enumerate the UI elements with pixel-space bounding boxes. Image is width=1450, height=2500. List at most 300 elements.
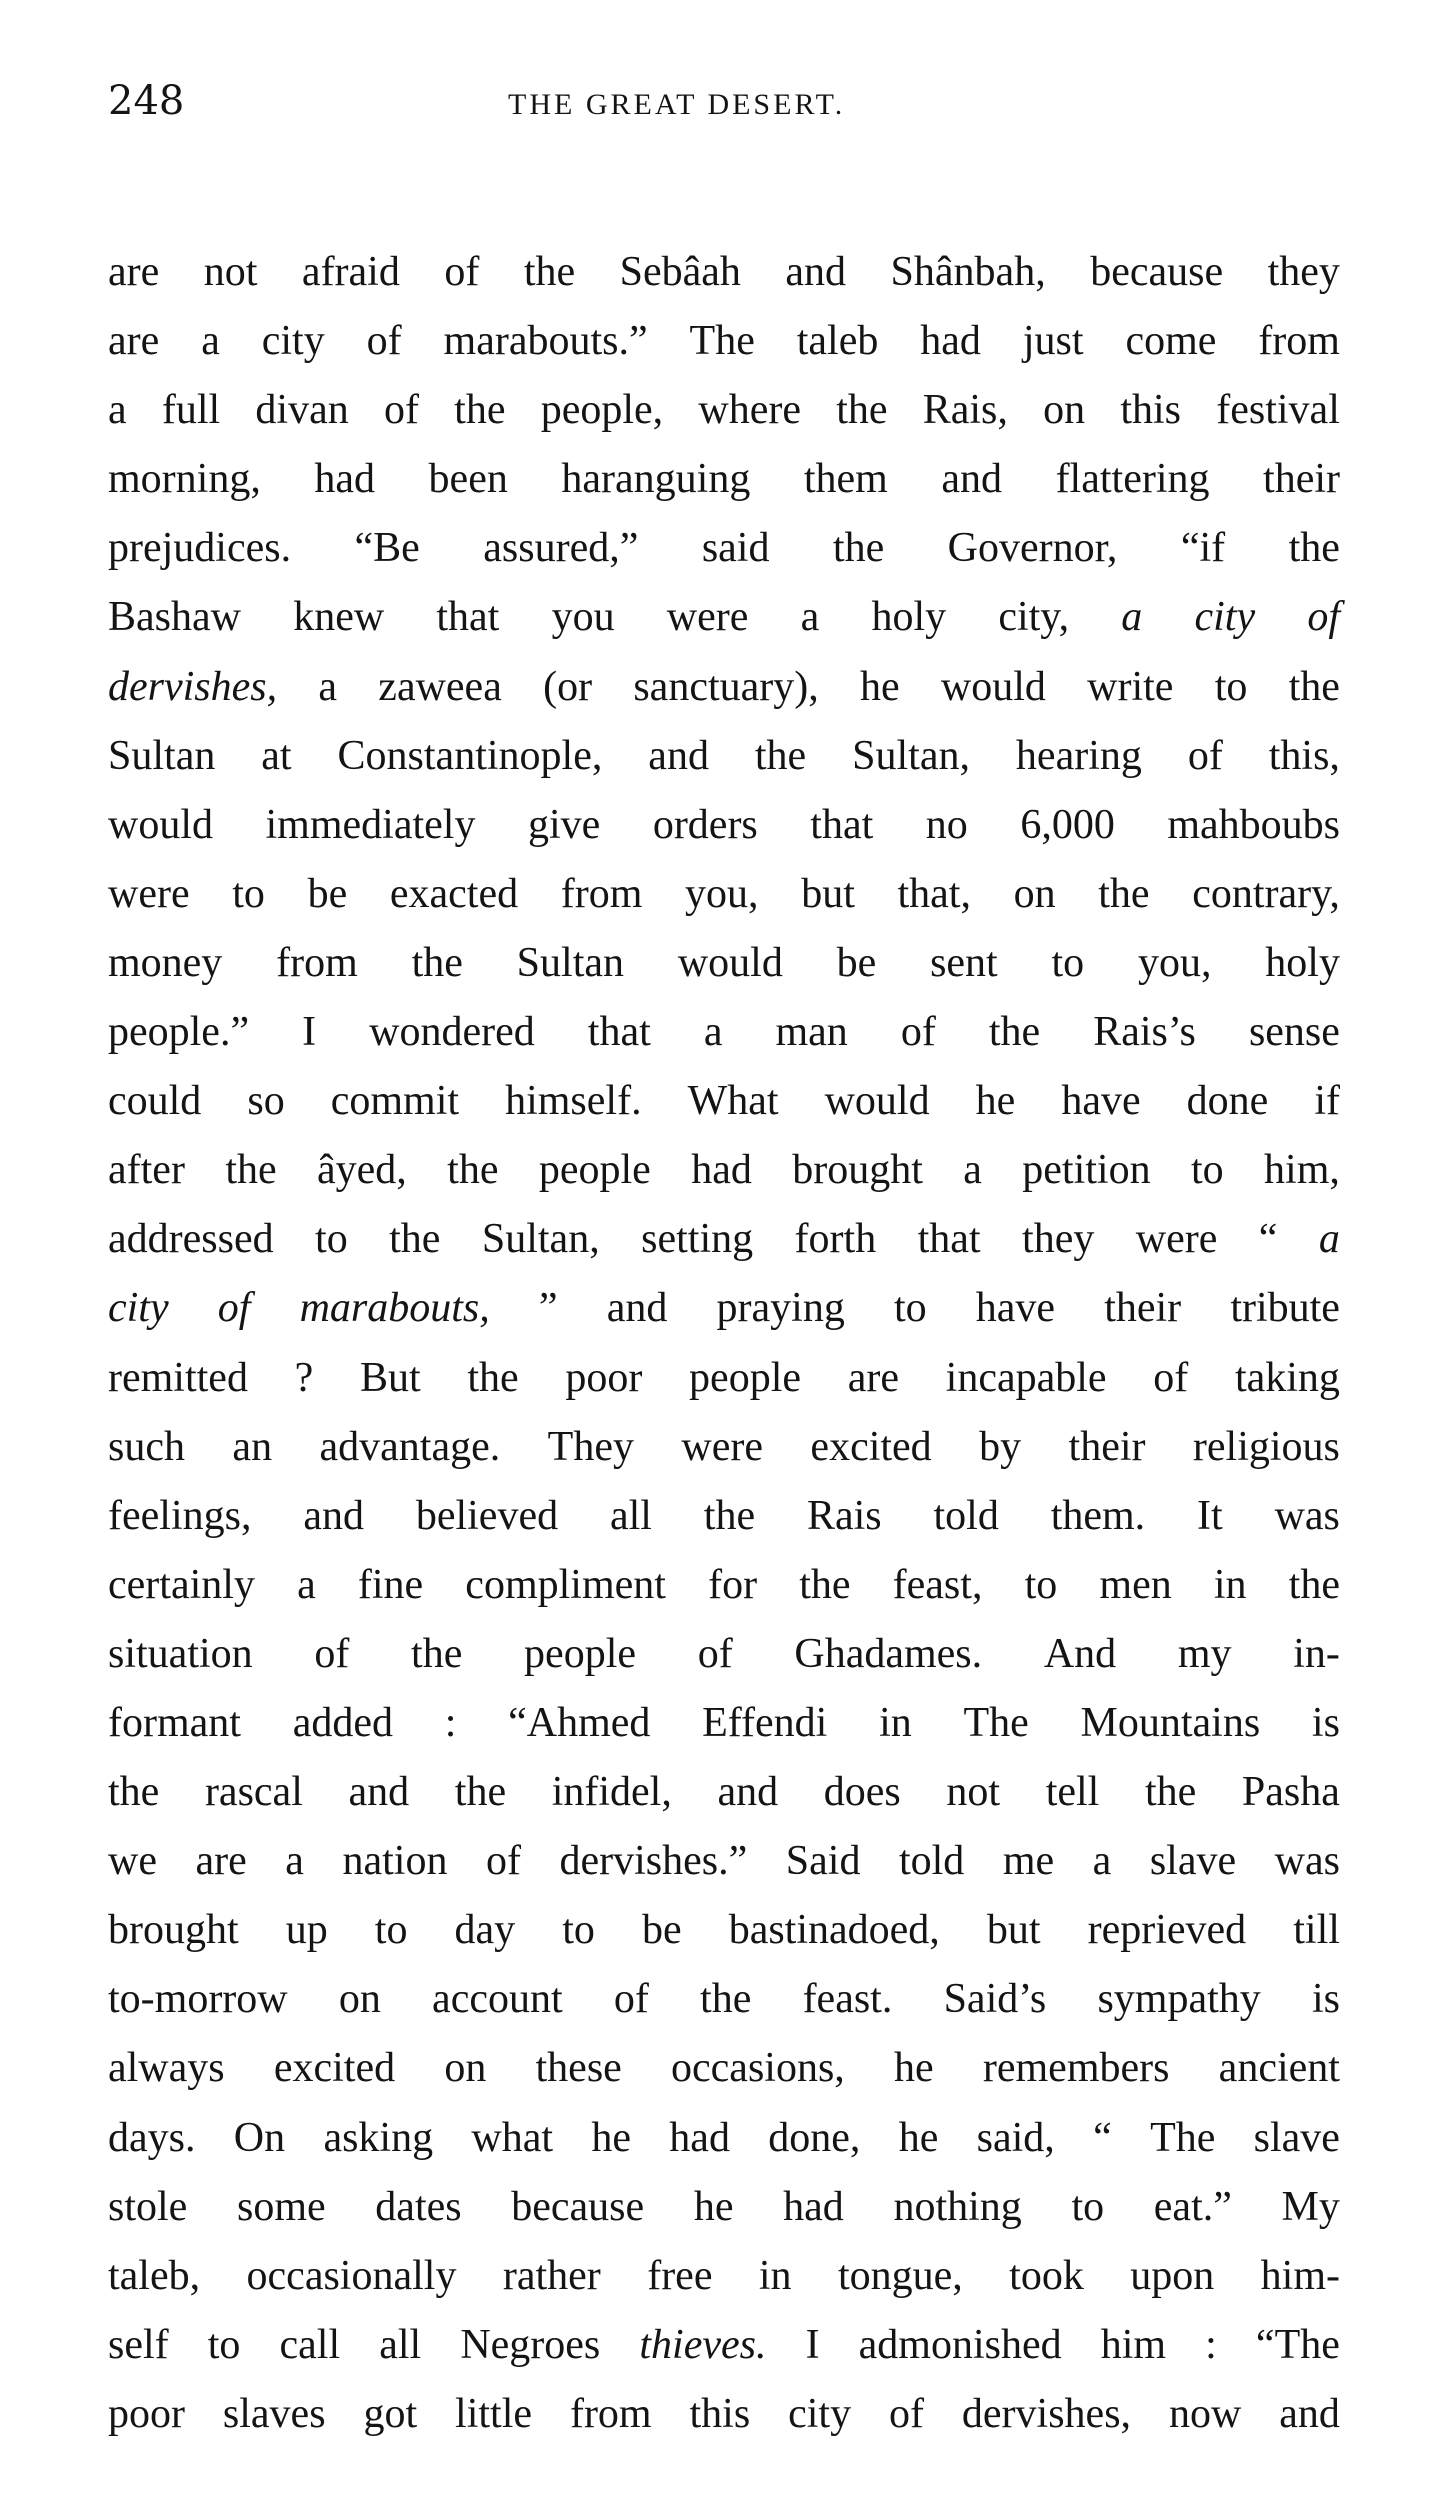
word: would — [940, 663, 1046, 710]
word: upon — [1130, 2252, 1215, 2299]
text-line — [108, 1274, 1340, 1343]
text-line — [108, 998, 1340, 1067]
word: advantage. — [319, 1423, 501, 1470]
word: of — [314, 1630, 350, 1677]
word: such — [108, 1423, 185, 1470]
word: but — [801, 870, 855, 917]
word: of — [217, 1285, 251, 1332]
word: done — [1186, 1078, 1269, 1125]
word: him — [1100, 2321, 1167, 2368]
text-line — [108, 1205, 1340, 1274]
word: Sultan, — [852, 732, 970, 779]
word: sent — [930, 939, 998, 986]
word: 6,000 — [1020, 801, 1115, 848]
word: a — [285, 1838, 304, 1885]
word: a — [201, 318, 220, 365]
word: dervishes.” — [559, 1838, 748, 1885]
word: setting — [641, 1216, 754, 1263]
word: nothing — [893, 2183, 1022, 2230]
text-line — [108, 860, 1340, 929]
word: I — [805, 2321, 820, 2368]
word: to — [1214, 663, 1248, 710]
word: The — [1150, 2114, 1216, 2161]
text-line — [108, 722, 1340, 791]
word: the — [454, 1769, 507, 1816]
word: divan — [255, 387, 349, 434]
word: tongue, — [837, 2252, 963, 2299]
word: occasions, — [671, 2045, 845, 2092]
word: “if — [1180, 525, 1226, 572]
word: assured,” — [483, 525, 639, 572]
word: the — [832, 525, 885, 572]
word: just — [1022, 318, 1084, 365]
word: ancient — [1218, 2045, 1340, 2092]
word: are — [108, 318, 160, 365]
word: are — [195, 1838, 247, 1885]
word: from — [560, 870, 643, 917]
page-header — [108, 70, 1340, 140]
word: and — [785, 249, 847, 295]
word: free — [647, 2252, 713, 2299]
word: of — [697, 1630, 733, 1677]
word: self — [108, 2321, 169, 2368]
word: situation — [108, 1630, 253, 1677]
word: told — [898, 1838, 965, 1885]
word: had — [669, 2114, 730, 2161]
word: of — [1153, 1354, 1189, 1401]
word: Negroes — [460, 2321, 601, 2368]
word: in- — [1293, 1630, 1340, 1677]
word: the — [1288, 525, 1340, 572]
text-line — [108, 1413, 1340, 1482]
word: are — [847, 1354, 899, 1401]
word: in — [758, 2252, 792, 2299]
word: this — [689, 2390, 751, 2437]
word: the — [467, 1354, 519, 1401]
text-line — [108, 1482, 1340, 1551]
word: fine — [357, 1561, 424, 1608]
word: sanctuary), — [633, 663, 819, 710]
word: that — [587, 1009, 651, 1056]
word: tribute — [1230, 1285, 1340, 1332]
word: excited — [273, 2045, 396, 2092]
word: in — [879, 1699, 912, 1746]
word: and — [606, 1285, 668, 1332]
word: of — [485, 1838, 521, 1885]
word: on — [444, 2045, 487, 2092]
word: them — [803, 456, 888, 503]
word: their — [1263, 456, 1340, 503]
word: the — [1288, 663, 1340, 710]
word: petition — [1022, 1147, 1151, 1194]
word: Constantinople, — [337, 732, 603, 779]
word: to — [232, 870, 265, 917]
word: Said — [785, 1838, 861, 1885]
word: Sultan — [516, 939, 625, 986]
text-line — [108, 445, 1340, 514]
word: dates — [375, 2183, 462, 2230]
word: I — [302, 1009, 317, 1056]
word: of — [613, 1976, 649, 2023]
word: and — [303, 1492, 364, 1539]
word: afraid — [301, 249, 400, 295]
word: days. — [108, 2114, 196, 2161]
book-page — [108, 70, 1340, 2449]
text-line — [108, 1827, 1340, 1896]
word: Governor, — [947, 525, 1118, 572]
word: would — [824, 1078, 930, 1125]
word: asking — [323, 2114, 434, 2161]
word: on — [338, 1976, 381, 2023]
word: took — [1009, 2252, 1084, 2299]
word: the — [1144, 1769, 1197, 1816]
word: addressed — [108, 1216, 274, 1263]
word: Sultan, — [481, 1216, 600, 1263]
word: “The — [1255, 2321, 1340, 2368]
word: It — [1197, 1492, 1223, 1539]
word: you — [551, 594, 615, 641]
word: had — [783, 2183, 844, 2230]
word: remembers — [982, 2045, 1170, 2092]
page-number: 248 — [108, 78, 185, 124]
word: where — [698, 387, 801, 434]
word: to — [1024, 1561, 1058, 1608]
word: mahboubs — [1167, 801, 1340, 848]
word: some — [236, 2183, 326, 2230]
word: prejudices. — [108, 525, 292, 572]
word: rascal — [204, 1769, 303, 1816]
word: was — [1274, 1838, 1340, 1885]
word: that — [917, 1216, 981, 1263]
word: a — [703, 1009, 723, 1056]
word: orders — [652, 801, 758, 848]
word: him- — [1260, 2252, 1340, 2299]
word: always — [108, 2045, 225, 2092]
word: is — [1311, 1976, 1340, 2023]
word: holy — [1265, 939, 1340, 986]
text-line — [108, 2173, 1340, 2242]
word: in — [1213, 1561, 1247, 1608]
word: write — [1087, 663, 1174, 710]
text-line — [108, 2242, 1340, 2311]
word: occasionally — [246, 2252, 457, 2299]
word: on — [1043, 387, 1086, 434]
body-text — [108, 238, 1340, 2449]
word: from — [569, 2390, 652, 2437]
word: people.” — [108, 1009, 250, 1056]
word: morning, — [108, 456, 261, 503]
word: nation — [342, 1838, 448, 1885]
word: this — [1120, 387, 1182, 434]
word: money — [108, 939, 223, 986]
word: to — [1190, 1147, 1224, 1194]
word: to — [374, 1907, 408, 1954]
word: immediately — [265, 801, 476, 848]
word: a — [1121, 594, 1143, 641]
word: does — [823, 1769, 901, 1816]
word: But — [359, 1354, 421, 1401]
word: would — [108, 801, 213, 848]
word: an — [232, 1423, 273, 1470]
word: What — [687, 1078, 779, 1125]
word: Ghadames. — [794, 1630, 983, 1677]
word: And — [1043, 1630, 1117, 1677]
word: and — [1279, 2390, 1340, 2437]
word: Shânbah, — [890, 249, 1046, 295]
text-line — [108, 2104, 1340, 2173]
word: Bashaw — [108, 594, 241, 641]
word: a — [1092, 1838, 1112, 1885]
word: Rais — [806, 1492, 882, 1539]
word: slave — [1149, 1838, 1237, 1885]
word: the — [988, 1009, 1041, 1056]
word: my — [1177, 1630, 1232, 1677]
word: that — [436, 594, 500, 641]
text-line — [108, 307, 1340, 376]
word: people, — [540, 387, 664, 434]
word: Mountains — [1080, 1699, 1261, 1746]
word: were — [666, 594, 749, 641]
word: and — [348, 1769, 410, 1816]
word: a — [108, 387, 127, 434]
text-line — [108, 653, 1340, 722]
word: was — [1274, 1492, 1340, 1539]
word: at — [261, 732, 292, 779]
word: the — [225, 1147, 277, 1194]
word: for — [708, 1561, 758, 1608]
word: if — [1314, 1078, 1340, 1125]
word: flattering — [1055, 456, 1210, 503]
word: you, — [685, 870, 759, 917]
word: added — [292, 1699, 393, 1746]
word: slaves — [222, 2390, 326, 2437]
word: he — [591, 2114, 631, 2161]
word: bastinadoed, — [728, 1907, 940, 1954]
word: because — [511, 2183, 645, 2230]
word: feelings, — [108, 1492, 252, 1539]
word: eat.” — [1153, 2183, 1232, 2230]
word: had — [920, 318, 981, 365]
word: were — [108, 870, 190, 917]
word: are — [108, 249, 160, 295]
word: formant — [108, 1699, 241, 1746]
word: from — [276, 939, 358, 986]
word: the — [389, 1216, 441, 1263]
word: My — [1281, 2183, 1340, 2230]
word: “Ahmed — [508, 1699, 651, 1746]
word: said — [701, 525, 770, 572]
word: stole — [108, 2183, 188, 2230]
word: be — [641, 1907, 682, 1954]
word: their — [1104, 1285, 1182, 1332]
word: ” — [538, 1285, 558, 1332]
word: the — [754, 732, 807, 779]
word: marabouts, — [299, 1285, 490, 1332]
word: of — [444, 249, 480, 295]
word: sympathy — [1097, 1976, 1261, 2023]
word: zaweea — [378, 663, 502, 710]
text-line — [108, 1344, 1340, 1413]
word: They — [547, 1423, 634, 1470]
text-line — [108, 583, 1340, 652]
word: what — [471, 2114, 554, 2161]
word: be — [836, 939, 877, 986]
word: city — [108, 1285, 169, 1332]
word: to — [207, 2321, 241, 2368]
word: people — [538, 1147, 651, 1194]
word: done, — [768, 2114, 861, 2161]
word: these — [535, 2045, 622, 2092]
word: “ — [1258, 1216, 1278, 1263]
word: knew — [293, 594, 385, 641]
word: were — [1135, 1216, 1218, 1263]
word: you, — [1137, 939, 1212, 986]
word: Rais’s — [1093, 1009, 1196, 1056]
word: contrary, — [1192, 870, 1340, 917]
word: taleb, — [108, 2252, 201, 2299]
word: be — [307, 870, 348, 917]
text-line — [108, 1965, 1340, 2034]
word: marabouts.” — [443, 318, 648, 365]
word: full — [161, 387, 221, 434]
word: the — [836, 387, 888, 434]
word: and — [941, 456, 1003, 503]
word: to — [893, 1285, 927, 1332]
word: feast, — [892, 1561, 983, 1608]
text-line — [108, 238, 1340, 307]
word: that — [810, 801, 874, 848]
word: infidel, — [551, 1769, 672, 1816]
word: a — [318, 663, 338, 710]
word: not — [203, 249, 258, 295]
word: believed — [415, 1492, 559, 1539]
word: Said’s — [943, 1976, 1047, 2023]
word: a — [963, 1147, 982, 1194]
word: “ — [1093, 2114, 1112, 2161]
word: compliment — [465, 1561, 666, 1608]
word: and — [717, 1769, 779, 1816]
text-line — [108, 2380, 1340, 2449]
word: by — [979, 1423, 1022, 1470]
word: commit — [330, 1078, 460, 1125]
word: said, — [976, 2114, 1055, 2161]
word: they — [1267, 249, 1340, 295]
word: haranguing — [561, 456, 751, 503]
word: The — [963, 1699, 1029, 1746]
word: exacted — [389, 870, 519, 917]
word: the — [1288, 1561, 1340, 1608]
word: taking — [1234, 1354, 1340, 1401]
word: this, — [1268, 732, 1340, 779]
word: remitted — [108, 1354, 248, 1401]
word: that, — [897, 870, 971, 917]
word: city, — [998, 594, 1070, 641]
word: excited — [810, 1423, 932, 1470]
word: himself. — [505, 1078, 642, 1125]
word: to-morrow — [108, 1976, 288, 2023]
word: admonished — [858, 2321, 1062, 2368]
word: Effendi — [702, 1699, 828, 1746]
text-line — [108, 1067, 1340, 1136]
word: have — [1061, 1078, 1141, 1125]
word: told — [933, 1492, 999, 1539]
word: he — [860, 663, 900, 710]
word: city — [788, 2390, 852, 2437]
running-head: THE GREAT DESERT. — [508, 88, 846, 121]
text-line — [108, 376, 1340, 445]
word: (or — [543, 663, 593, 710]
word: on — [1013, 870, 1056, 917]
word: the — [447, 1147, 499, 1194]
word: rather — [502, 2252, 601, 2299]
word: because — [1090, 249, 1224, 295]
word: he — [898, 2114, 939, 2161]
text-line — [108, 2034, 1340, 2103]
word: of — [900, 1009, 936, 1056]
word: after — [108, 1147, 185, 1194]
word: had — [314, 456, 376, 503]
word: sense — [1248, 1009, 1340, 1056]
word: all — [379, 2321, 422, 2368]
word: Sebâah — [619, 249, 741, 295]
word: all — [609, 1492, 652, 1539]
word: Sultan — [108, 732, 216, 779]
word: up — [285, 1907, 328, 1954]
text-line — [108, 1136, 1340, 1205]
word: to — [1051, 939, 1085, 986]
word: call — [279, 2321, 341, 2368]
word: got — [363, 2390, 418, 2437]
word: the — [523, 249, 576, 295]
word: we — [108, 1838, 157, 1885]
word: of — [383, 387, 419, 434]
word: ? — [294, 1354, 314, 1401]
word: the — [108, 1769, 160, 1816]
word: dervishes, — [961, 2390, 1132, 2437]
word: but — [986, 1907, 1041, 1954]
word: of — [1307, 594, 1340, 641]
word: wondered — [369, 1009, 535, 1056]
word: religious — [1192, 1423, 1340, 1470]
word: the — [411, 1630, 463, 1677]
word: day — [454, 1907, 516, 1954]
word: man — [775, 1009, 848, 1056]
word: account — [432, 1976, 563, 2023]
word: they — [1022, 1216, 1095, 1263]
word: a — [1318, 1216, 1340, 1263]
word: not — [946, 1769, 1001, 1816]
word: the — [799, 1561, 851, 1608]
word: city — [261, 318, 325, 365]
text-line — [108, 1620, 1340, 1689]
word: him, — [1264, 1147, 1340, 1194]
word: he — [693, 2183, 734, 2230]
word: reprieved — [1087, 1907, 1247, 1954]
word: come — [1125, 318, 1217, 365]
word: thieves. — [639, 2321, 767, 2368]
word: could — [108, 1078, 202, 1125]
word: little — [455, 2390, 533, 2437]
word: the — [411, 939, 463, 986]
word: On — [233, 2114, 286, 2161]
word: hearing — [1015, 732, 1142, 779]
word: holy — [871, 594, 947, 641]
text-line — [108, 1896, 1340, 1965]
word: : — [444, 1699, 457, 1746]
word: and — [648, 732, 709, 779]
word: the — [700, 1976, 752, 2023]
word: so — [247, 1078, 285, 1125]
